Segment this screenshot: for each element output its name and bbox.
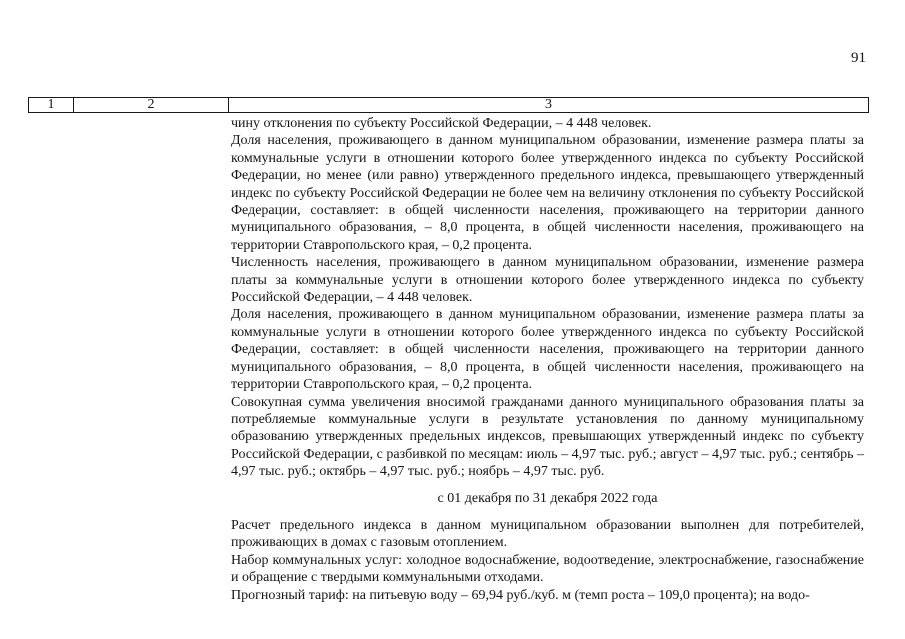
column-header-3: 3 (229, 98, 869, 113)
paragraph-total-increase: Совокупная сумма увеличения вносимой гражданами данного муниципального образования платы за потребляемые коммунальные услуги в результате установления по данному муниципальному образованию утвержденных предельных индексов, превышающих утвержденный индекс по субъекту Российской Федерации, с разбивкой по месяцам: июль – 4,97 тыс. руб.; август – 4,97 тыс. руб.; сентябрь – 4,97 тыс. руб.; октябрь – 4,97 тыс. руб.; ноябрь – 4,97 тыс. руб. (231, 394, 864, 480)
column-header-row (29, 98, 869, 113)
page-number: 91 (851, 50, 866, 66)
paragraph-utility-set: Набор коммунальных услуг: холодное водоснабжение, водоотведение, электроснабжение, газоснабжение и обращение с твердыми коммунальными отходами. (231, 552, 864, 586)
column-3-content (231, 115, 864, 604)
paragraph-index-calculation: Расчет предельного индекса в данном муниципальном образовании выполнен для потребителей, проживающих в домах с газовым отоплением. (231, 517, 864, 551)
paragraph-population-share: Доля населения, проживающего в данном муниципальном образовании, изменение размера платы за коммунальные услуги в отношении которого более утвержденного индекса по субъекту Российской Федерации, составляет: в общей численности населения, проживающего на территории данного муниципального образования, – 8,0 процента, в общей численности населения, проживающего на территории Ставропольского края, – 0,2 процента. (231, 307, 864, 393)
paragraph-population-share-limited: Доля населения, проживающего в данном муниципальном образовании, изменение размера платы за коммунальные услуги в отношении которого более утвержденного индекса по субъекту Российской Федерации, но менее (или равно) утвержденного предельного индекса, превышающего утвержденный индекс по субъекту Российской Федерации не более чем на величину отклонения по субъекту Российской Федерации, составляет: в общей численности населения, проживающего на территории данного муниципального образования, – 8,0 процента, в общей численности населения, проживающего на территории Ставропольского края, – 0,2 процента. (231, 133, 864, 253)
column-header-2: 2 (74, 98, 229, 113)
paragraph-forecast-tariff: Прогнозный тариф: на питьевую воду – 69,94 руб./куб. м (темп роста – 109,0 процента); на водо- (231, 587, 810, 603)
section-heading: с 01 декабря по 31 декабря 2022 года (437, 490, 658, 506)
paragraph-continuation: чину отклонения по субъекту Российской Федерации, – 4 448 человек. (231, 116, 652, 131)
column-header-table (28, 97, 869, 113)
column-header-1: 1 (29, 98, 74, 113)
paragraph-population-count: Численность населения, проживающего в данном муниципальном образовании, изменение размера платы за коммунальные услуги в отношении которого более утвержденного индекса по субъекту Российской Федерации, – 4 448 человек. (231, 255, 864, 306)
